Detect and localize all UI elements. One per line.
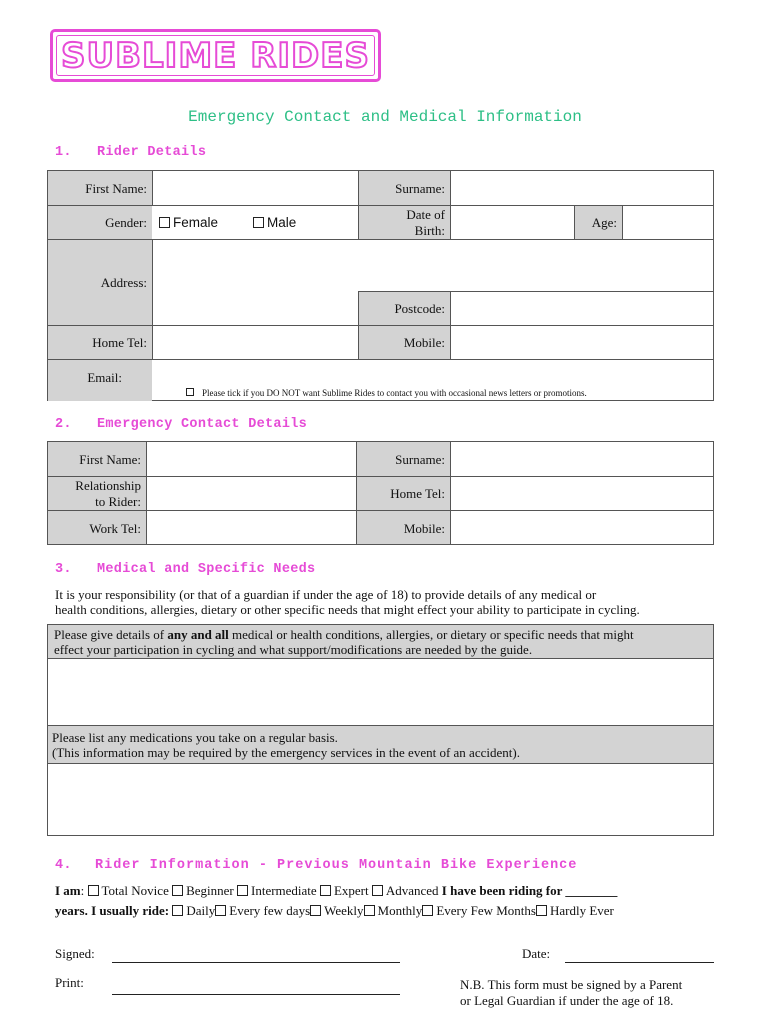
riding-for-label: I have been riding for ________ — [441, 883, 618, 898]
level-beginner[interactable]: Beginner — [172, 883, 234, 898]
emergency-contact-table — [47, 441, 714, 545]
newsletter-optout[interactable] — [186, 388, 587, 398]
male-label: Male — [267, 215, 297, 230]
logo-frame — [56, 35, 375, 76]
section-title: Rider Information - Previous Mountain Bike Experience — [95, 858, 578, 873]
checkbox[interactable] — [215, 905, 226, 916]
nb-line-1: N.B. This form must be signed by a Parent — [460, 977, 683, 992]
surname-label: Surname: — [395, 181, 445, 196]
first-name-label: First Name: — [85, 181, 147, 196]
postcode-label: Postcode: — [394, 301, 445, 316]
print-label: Print: — [55, 975, 84, 990]
medical-details-table — [47, 624, 714, 836]
gender-label: Gender: — [105, 215, 147, 230]
freq-every-few-months[interactable]: Every Few Months — [422, 903, 536, 918]
address-label: Address: — [100, 275, 147, 290]
checkbox[interactable] — [310, 905, 321, 916]
medications-prompt-2: (This information may be required by the emergency services in the event of an accident). — [52, 745, 520, 760]
checkbox[interactable] — [536, 905, 547, 916]
medical-intro-line-2: health conditions, allergies, dietary or other specific needs that might effect your ability to participate in cycling. — [55, 602, 640, 617]
male-checkbox[interactable] — [253, 217, 264, 228]
checkbox[interactable] — [88, 885, 99, 896]
date-line[interactable] — [565, 962, 714, 963]
age-label: Age: — [591, 215, 617, 230]
section-title: Medical and Specific Needs — [97, 562, 316, 577]
usually-ride-label: years. I usually ride: — [55, 903, 170, 918]
page-title-text: Emergency Contact and Medical Information — [188, 108, 582, 126]
level-advanced[interactable]: Advanced — [372, 883, 439, 898]
ec-first-name-label: First Name: — [79, 452, 141, 467]
medical-conditions-prompt-2: effect your participation in cycling and what support/modifications are needed by the guide. — [54, 642, 533, 657]
section-title: Rider Details — [97, 145, 207, 160]
medical-intro-line-1: It is your responsibility (or that of a guardian if under the age of 18) to provide details of any medical or — [55, 587, 597, 602]
logo-text: SUBLIME RIDES — [61, 35, 370, 76]
freq-daily[interactable]: Daily — [172, 903, 215, 918]
relationship-label-1: Relationship — [75, 478, 141, 493]
gender-male-option[interactable] — [253, 215, 296, 230]
signed-label: Signed: — [55, 946, 95, 961]
riding-frequency-line — [55, 903, 614, 918]
section-2-heading — [55, 417, 307, 432]
home-tel-label: Home Tel: — [92, 335, 147, 350]
dob-label-1: Date of — [406, 207, 445, 222]
section-1-heading — [55, 145, 206, 160]
page-title — [0, 108, 770, 126]
experience-level-line: I am: Total Novice Beginner Intermediate Expert Advanced I have been riding for ________ — [55, 883, 618, 898]
level-total-novice[interactable]: Total Novice — [88, 883, 169, 898]
checkbox[interactable] — [364, 905, 375, 916]
female-checkbox[interactable] — [159, 217, 170, 228]
checkbox[interactable] — [422, 905, 433, 916]
level-intermediate[interactable]: Intermediate — [237, 883, 317, 898]
medical-conditions-prompt: Please give details of any and all medical or health conditions, allergies, or dietary or specific needs that might — [54, 627, 634, 642]
mobile-label: Mobile: — [403, 335, 445, 350]
freq-every-few-days[interactable]: Every few days — [215, 903, 310, 918]
optout-label: Please tick if you DO NOT want Sublime Rides to contact you with occasional news letters or promotions. — [202, 388, 587, 398]
medications-prompt-1: Please list any medications you take on a regular basis. — [52, 730, 338, 745]
relationship-label-2: to Rider: — [95, 494, 141, 509]
checkbox[interactable] — [172, 905, 183, 916]
nb-line-2: or Legal Guardian if under the age of 18. — [460, 993, 674, 1008]
logo — [50, 29, 381, 82]
section-number: 1. — [55, 145, 72, 160]
dob-label-2: Birth: — [414, 223, 445, 238]
email-label: Email: — [87, 370, 122, 385]
freq-weekly[interactable]: Weekly — [310, 903, 363, 918]
section-title: Emergency Contact Details — [97, 417, 308, 432]
i-am-label: I am — [55, 883, 81, 898]
print-name-line[interactable] — [112, 994, 400, 995]
ec-mobile-label: Mobile: — [403, 521, 445, 536]
rider-details-table — [47, 170, 714, 401]
checkbox[interactable] — [172, 885, 183, 896]
section-3-heading — [55, 562, 315, 577]
medications-field[interactable] — [48, 764, 713, 835]
date-label: Date: — [522, 946, 551, 961]
section-4-heading — [55, 858, 577, 873]
section-number: 3. — [55, 562, 72, 577]
work-tel-label: Work Tel: — [89, 521, 141, 536]
level-expert[interactable]: Expert — [320, 883, 369, 898]
checkbox[interactable] — [372, 885, 383, 896]
section-number: 4. — [55, 858, 72, 873]
checkbox[interactable] — [320, 885, 331, 896]
freq-monthly[interactable]: Monthly — [364, 903, 423, 918]
gender-female-option[interactable] — [159, 215, 218, 230]
signature-line[interactable] — [112, 962, 400, 963]
medical-conditions-field[interactable] — [48, 659, 713, 725]
optout-checkbox[interactable] — [186, 388, 194, 396]
ec-home-tel-label: Home Tel: — [390, 486, 445, 501]
female-label: Female — [173, 215, 219, 230]
ec-surname-label: Surname: — [395, 452, 445, 467]
checkbox[interactable] — [237, 885, 248, 896]
section-number: 2. — [55, 417, 72, 432]
freq-hardly-ever[interactable]: Hardly Ever — [536, 903, 614, 918]
